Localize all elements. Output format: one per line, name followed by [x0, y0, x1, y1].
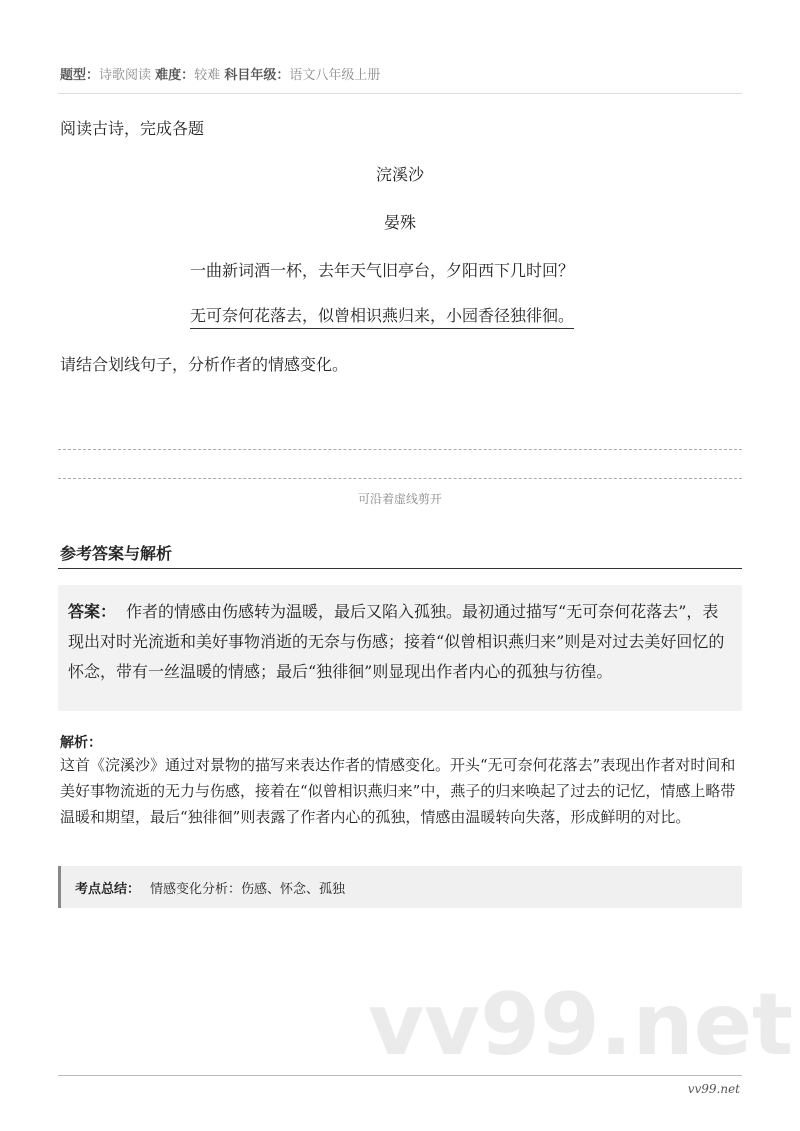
question-text: 请结合划线句子，分析作者的情感变化。 — [60, 355, 349, 374]
summary-text: 情感变化分析：伤感、怀念、孤独 — [150, 882, 346, 897]
poem-line-1: 一曲新词酒一杯，去年天气旧亭台，夕阳西下几时回？ — [190, 261, 575, 280]
dashed-line — [58, 449, 742, 450]
section-title: 参考答案与解析 — [60, 544, 173, 563]
answer-text: 作者的情感由伤感转为温暖，最后又陷入孤独。最初通过描写“无可奈何花落去”，表现出对时光流逝和美好事物消逝的无奈与伤感；接着“似曾相识燕归来”则是对过去美好回忆的怀念，带有一丝温暖的情感；最后“独徘徊”则显现出作者内心的孤独与彷徨。 — [68, 602, 725, 681]
question-meta — [60, 64, 380, 83]
summary-box — [58, 866, 742, 908]
difficulty-label: 难度： — [155, 68, 195, 83]
divider — [58, 93, 742, 94]
answer-box — [58, 585, 742, 711]
footer-divider — [58, 1075, 742, 1076]
section-divider — [58, 568, 742, 569]
type-value: 诗歌阅读 — [99, 68, 152, 83]
poem-author: 晏殊 — [383, 213, 416, 232]
answer-label: 答案： — [68, 602, 117, 621]
instruction: 阅读古诗，完成各题 — [60, 119, 205, 138]
cut-label: 可沿着虚线剪开 — [357, 492, 442, 506]
type-label: 题型： — [60, 68, 100, 83]
analysis-text: 这首《浣溪沙》通过对景物的描写来表达作者的情感变化。开头“无可奈何花落去”表现出作者对时间和美好事物流逝的无力与伤感，接着在“似曾相识燕归来”中，燕子的归来唤起了过去的记忆，情感上略带温暖和期望，最后“独徘徊”则表露了作者内心的孤独，情感由温暖转向失落，形成鲜明的对比。 — [60, 756, 736, 826]
footer-site: vv99.net — [687, 1082, 740, 1096]
poem-line-2-underlined: 无可奈何花落去，似曾相识燕归来，小园香径独徘徊。 — [190, 303, 574, 329]
summary-label: 考点总结： — [75, 882, 141, 897]
difficulty-value: 较难 — [194, 68, 221, 83]
watermark: vv99.net — [368, 975, 794, 1075]
grade-label: 科目年级： — [224, 68, 290, 83]
grade-value: 语文八年级上册 — [289, 68, 381, 83]
analysis-label: 解析： — [60, 735, 102, 751]
poem-title: 浣溪沙 — [375, 165, 424, 184]
cut-line — [58, 478, 742, 479]
